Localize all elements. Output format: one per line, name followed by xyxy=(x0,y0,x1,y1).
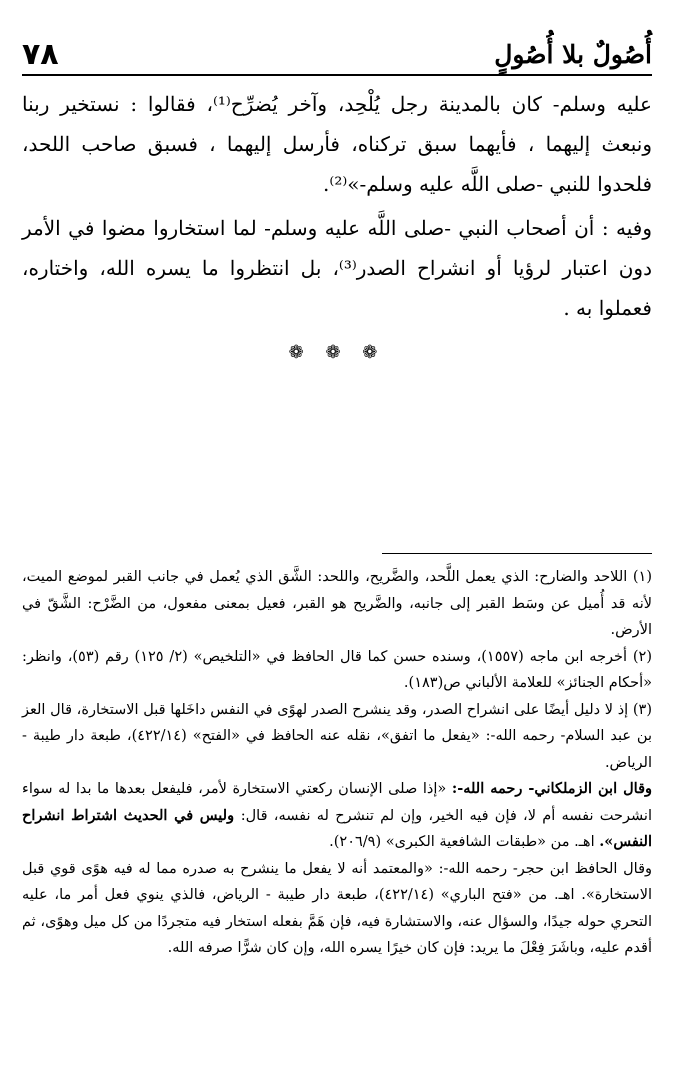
quote-attribution: وقال ابن الزملكاني- رحمه الله-: xyxy=(451,780,653,797)
footnote-2: (٢) أخرجه ابن ماجه (١٥٥٧)، وسنده حسن كما قال الحافظ في «التلخيص» (٢/ ١٢٥) رقم (٥٣)، وانظر: «أحكام الجنائز» للعلامة الألباني ص(١٨٣). xyxy=(22,648,652,691)
paragraph xyxy=(22,84,652,204)
quote-source: اهـ. من «طبقات الشافعية الكبرى» (٢٠٦/٩). xyxy=(329,834,600,850)
paragraph xyxy=(22,208,652,328)
footnote-3: (٣) إذ لا دليل أيضًا على انشراح الصدر، وقد ينشرح الصدر لهوًى في النفس داخَلها قبل الاستخارة، قال العز بن عبد السلام- رحمه الله-: «يفعل ما اتفق»، نقله عنه الحافظ في «الفتح» (٤٢٢/١٤)، طبعة دار طيبة - الرياض. xyxy=(22,701,652,771)
footnote-3-continued xyxy=(22,776,652,856)
main-text xyxy=(22,84,652,363)
footnote-1: (١) اللاحد والضارح: الذي يعمل اللَّحد، والضَّريح، واللحد: الشَّق الذي يُعمل في جانب القبر لموضع الميت، لأنه قد أُميل عن وسَط القبر إلى جانبه، والضَّريح هو القبر، فعيل بمعنى مفعول، من الضَّرْح: الشَّقّ في الأرض. xyxy=(22,569,652,638)
footnote-divider xyxy=(382,553,652,554)
section-ornament: ❁ ❁ ❁ xyxy=(288,342,386,363)
paragraph-text: وفيه : أن أصحاب النبي -صلى اللَّه عليه وسلم- لما استخاروا مضوا في الأمر دون اعتبار لرؤيا أو انشراح الصدر⁽³⁾، بل انتظروا ما يسره الله، واختاره، فعملوا به . xyxy=(22,216,652,320)
book-title: أُصُولٌ بلا أُصُولٍ xyxy=(494,39,652,69)
quote-emphasis: وليس في الحديث اشتراط انشراح النفس». xyxy=(22,806,652,850)
footnote-3-ibn-hajar: وقال الحافظ ابن حجر- رحمه الله-: «والمعتمد أنه لا يفعل ما ينشرح به صدره مما له فيه هوًى قوي قبل الاستخارة». اهـ. من «فتح الباري» (٤٢٢/١٤)، طبعة دار طيبة - الرياض، فالذي ينوي فعل أمر ما، عليه التحري حوله جيدًا، والسؤال عنه، والاستشارة فيه، فإن هَمَّ بفعله استخار فيه متجردًا من كل ميل وهوًى، ثم أقدم عليه، وباشَرَ فِعْلَ ما يريد: فإن كان خيرًا يسره الله، وإن كان شرًّا صرفه الله. xyxy=(22,860,652,956)
quote-text: «إذا صلى الإنسان ركعتي الاستخارة لأمر، فليفعل بعدها ما بدا له سواء انشرحت نفسه أم لا، فإن فيه الخير، وإن لم تنشرح له نفسه، قال: xyxy=(22,781,652,824)
paragraph-text: عليه وسلم- كان بالمدينة رجل يُلْحِد، وآخر يُضرِّح⁽¹⁾، فقالوا : نستخير ربنا ونبعث إليهما ، فأيهما سبق تركناه، فأرسل إليهما ، فسبق صاحب اللحد، فلحدوا للنبي -صلى اللَّه عليه وسلم-»⁽²⁾. xyxy=(22,92,652,196)
page-number: ٧٨ xyxy=(22,36,59,72)
footnotes-section xyxy=(22,564,652,962)
page-header xyxy=(22,34,652,76)
